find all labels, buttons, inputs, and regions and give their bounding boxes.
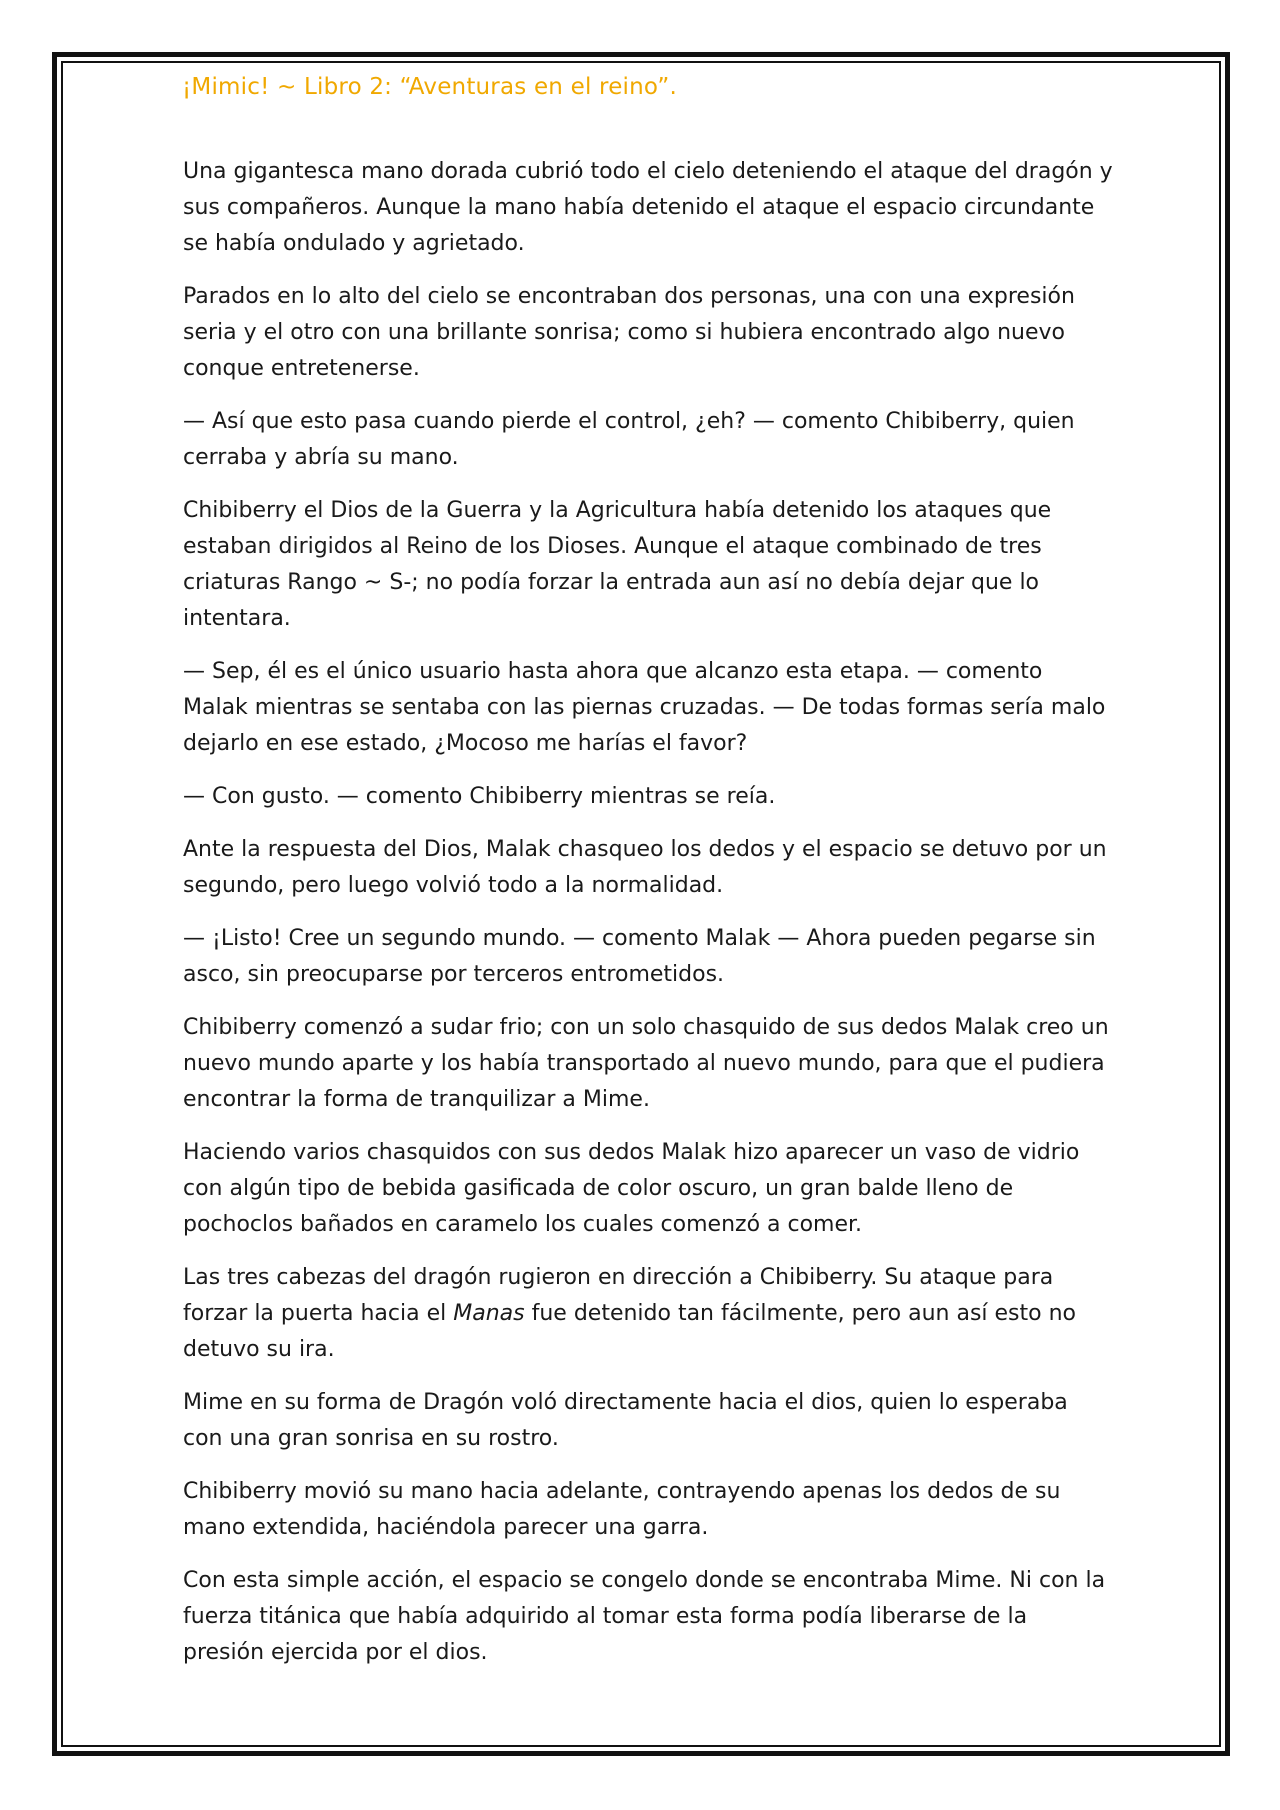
- paragraph: — Sep, él es el único usuario hasta ahora que alcanzo esta etapa. — comento Malak mientras se sentaba con las piernas cruzadas. — De todas formas sería malo dejarlo en ese estado, ¿Mocoso me harías el favor?: [183, 659, 1106, 756]
- paragraph: Chibiberry el Dios de la Guerra y la Agricultura había detenido los ataques que estaban dirigidos al Reino de los Dioses. Aunque el ataque combinado de tres criaturas Rango ~ S-; no podía forzar la entrada aun así no debía dejar que lo intentara.: [183, 498, 1052, 631]
- paragraph: Chibiberry comenzó a sudar frio; con un solo chasquido de sus dedos Malak creo un nuevo mundo aparte y los había transportado al nuevo mundo, para que el pudiera encontrar la forma de tranquilizar a Mime.: [183, 1015, 1109, 1112]
- paragraph: Con esta simple acción, el espacio se congelo donde se encontraba Mime. Ni con la fuerza titánica que había adquirido al tomar esta forma podía liberarse de la presión ejercida por el dios.: [183, 1568, 1106, 1665]
- paragraph: Ante la respuesta del Dios, Malak chasqueo los dedos y el espacio se detuvo por un segundo, pero luego volvió todo a la normalidad.: [183, 837, 1107, 898]
- paragraph: Chibiberry movió su mano hacia adelante, contrayendo apenas los dedos de su mano extendida, haciéndola parecer una garra.: [183, 1479, 1061, 1540]
- paragraph: Mime en su forma de Dragón voló directamente hacia el dios, quien lo esperaba con una gran sonrisa en su rostro.: [183, 1390, 1068, 1451]
- paragraph: — Así que esto pasa cuando pierde el control, ¿eh? — comento Chibiberry, quien cerraba y abría su mano.: [183, 409, 1075, 470]
- book-header-title: ¡Mimic! ~ Libro 2: “Aventuras en el reino”.: [182, 74, 677, 100]
- paragraph: Haciendo varios chasquidos con sus dedos Malak hizo aparecer un vaso de vidrio con algún tipo de bebida gasificada de color oscuro, un gran balde lleno de pochoclos bañados en caramelo los cuales comenzó a comer.: [183, 1140, 1080, 1237]
- body-text: [183, 154, 1113, 1688]
- paragraph: Las tres cabezas del dragón rugieron en dirección a Chibiberry. Su ataque para forzar la puerta hacia el Manas fue detenido tan fácilmente, pero aun así esto no detuvo su ira.: [183, 1265, 1077, 1362]
- italic-term: Manas: [453, 1301, 525, 1326]
- paragraph: — ¡Listo! Cree un segundo mundo. — comento Malak — Ahora pueden pegarse sin asco, sin preocuparse por terceros entrometidos.: [183, 926, 1096, 987]
- paragraph: — Con gusto. — comento Chibiberry mientras se reía.: [183, 784, 776, 809]
- paragraph: Parados en lo alto del cielo se encontraban dos personas, una con una expresión seria y el otro con una brillante sonrisa; como si hubiera encontrado algo nuevo conque entretenerse.: [183, 284, 1075, 381]
- paragraph: Una gigantesca mano dorada cubrió todo el cielo deteniendo el ataque del dragón y sus compañeros. Aunque la mano había detenido el ataque el espacio circundante se había ondulado y agrietado.: [183, 159, 1113, 256]
